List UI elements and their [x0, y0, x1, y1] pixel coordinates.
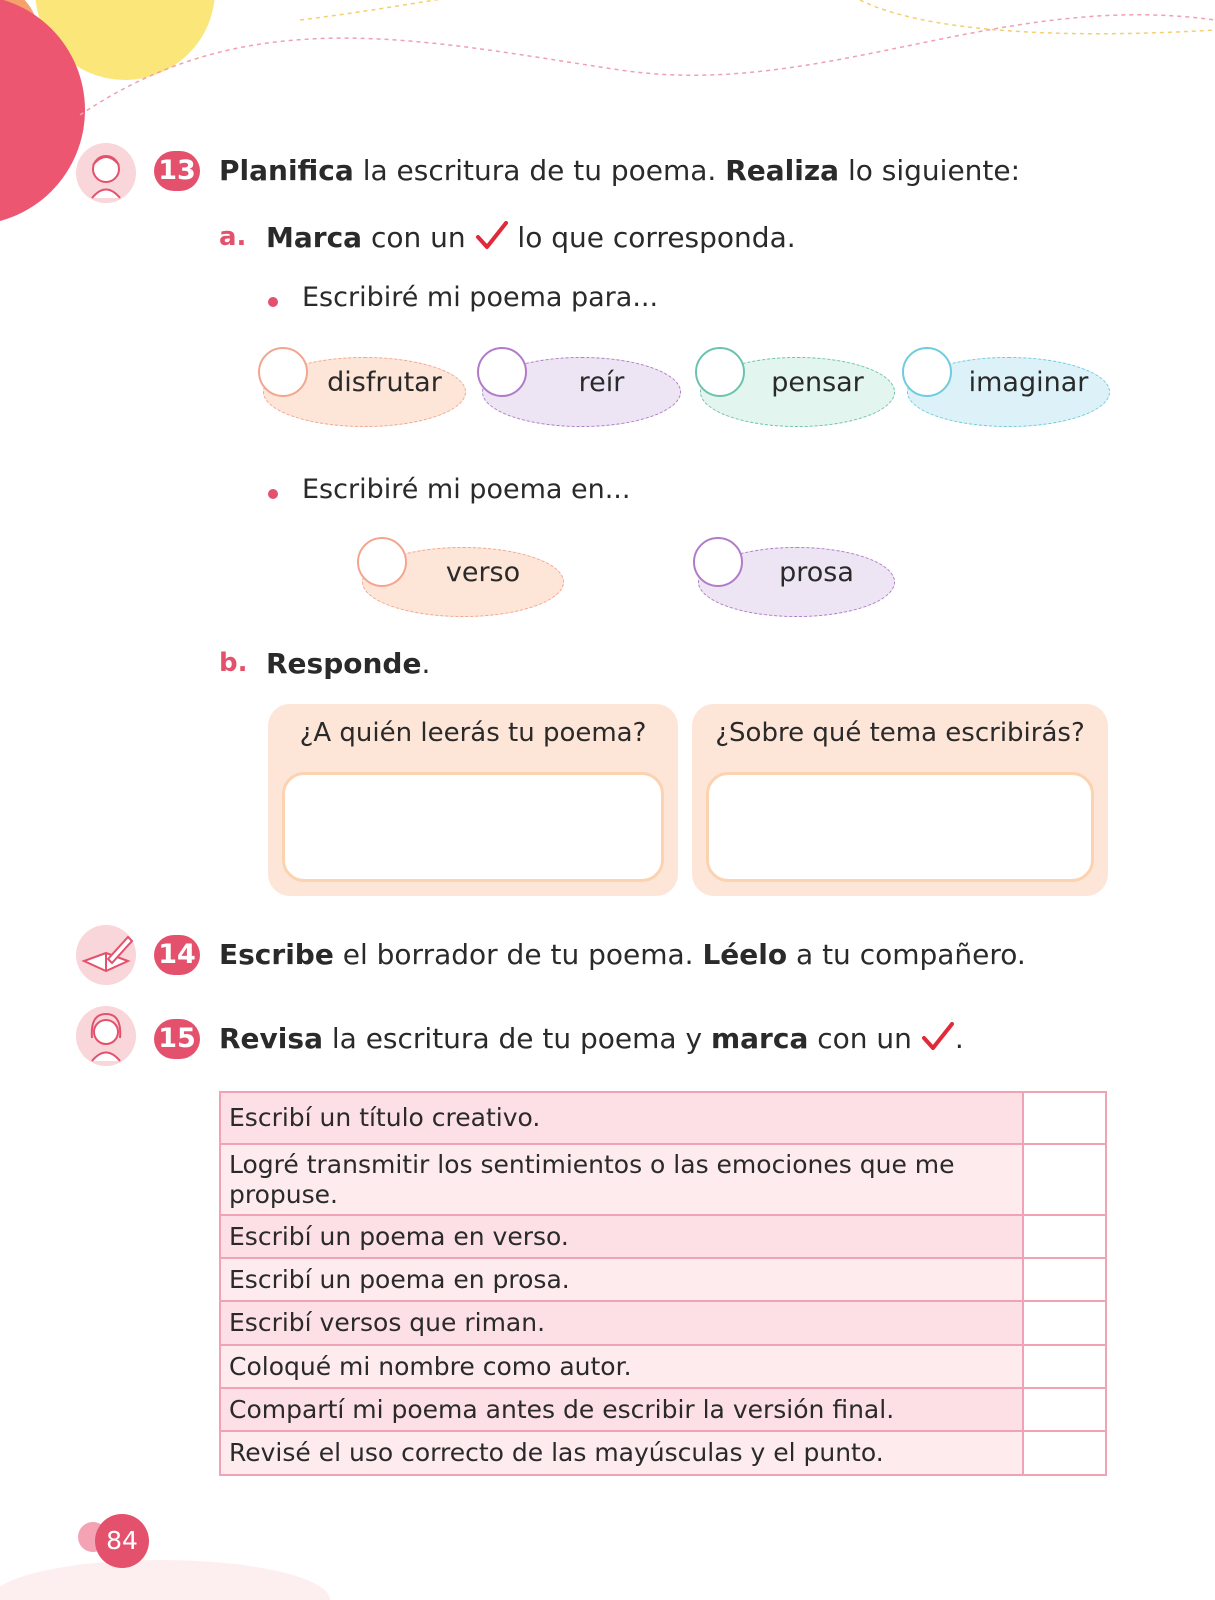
- checklist-check-cell[interactable]: [1023, 1144, 1106, 1215]
- part-b-instruction: Responde.: [266, 647, 431, 680]
- part-a-letter: a.: [219, 222, 247, 252]
- checklist-check-cell[interactable]: [1023, 1301, 1106, 1345]
- option-label: verso: [445, 557, 521, 588]
- checklist-item-text: Escribí un poema en prosa.: [220, 1258, 1023, 1301]
- activity-13-number: 13: [154, 151, 200, 191]
- option-checkbox[interactable]: [695, 347, 745, 397]
- bullet: [268, 489, 278, 499]
- part-b-letter: b.: [219, 648, 248, 678]
- activity-13-instruction: Planifica la escritura de tu poema. Realiza lo siguiente:: [219, 154, 1021, 187]
- option-pensar: [695, 347, 895, 419]
- book-pencil-icon: [76, 925, 136, 985]
- table-row: [220, 1301, 1106, 1345]
- checkmark-icon: [475, 221, 509, 251]
- option-verso: [357, 537, 564, 609]
- checklist-item-text: Escribí un poema en verso.: [220, 1215, 1023, 1258]
- bullet: [268, 297, 278, 307]
- option-label: prosa: [779, 557, 854, 588]
- checklist-item-text: Revisé el uso correcto de las mayúsculas y el punto.: [220, 1431, 1023, 1475]
- option-checkbox[interactable]: [357, 537, 407, 587]
- checklist-item-text: Escribí un título creativo.: [220, 1092, 1023, 1144]
- boy-avatar-icon: [76, 143, 136, 203]
- option-label: pensar: [771, 367, 864, 398]
- option-checkbox[interactable]: [693, 537, 743, 587]
- option-label: imaginar: [968, 367, 1089, 398]
- checklist-check-cell[interactable]: [1023, 1092, 1106, 1144]
- checklist-item-text: Escribí versos que riman.: [220, 1301, 1023, 1345]
- group1-prompt: Escribiré mi poema para...: [302, 282, 659, 313]
- option-imaginar: [902, 347, 1110, 419]
- option-checkbox[interactable]: [477, 347, 527, 397]
- option-label: reír: [578, 367, 625, 398]
- answer-box-topic[interactable]: [706, 772, 1094, 882]
- question-text: ¿A quién leerás tu poema?: [299, 718, 647, 748]
- activity-14-instruction: Escribe el borrador de tu poema. Léelo a tu compañero.: [219, 938, 1026, 971]
- activity-15-instruction: Revisa la escritura de tu poema y marca con un .: [219, 1022, 964, 1055]
- group2-prompt: Escribiré mi poema en...: [302, 474, 631, 505]
- table-row: [220, 1215, 1106, 1258]
- question-card-topic: [692, 704, 1108, 896]
- self-review-checklist: [219, 1091, 1107, 1476]
- activity-15-number: 15: [154, 1019, 200, 1059]
- checklist-item-text: Logré transmitir los sentimientos o las emociones que me propuse.: [220, 1144, 1023, 1215]
- option-checkbox[interactable]: [902, 347, 952, 397]
- question-text: ¿Sobre qué tema escribirás?: [715, 718, 1085, 748]
- question-card-reader: [268, 704, 678, 896]
- table-row: [220, 1144, 1106, 1215]
- table-row: [220, 1431, 1106, 1475]
- option-disfrutar: [258, 347, 466, 419]
- girl-avatar-icon: [76, 1006, 136, 1066]
- checklist-check-cell[interactable]: [1023, 1431, 1106, 1475]
- option-checkbox[interactable]: [258, 347, 308, 397]
- option-reír: [477, 347, 681, 419]
- option-label: disfrutar: [327, 367, 442, 398]
- table-row: [220, 1258, 1106, 1301]
- checklist-check-cell[interactable]: [1023, 1345, 1106, 1388]
- answer-box-reader[interactable]: [282, 772, 664, 882]
- activity-14-number: 14: [154, 935, 200, 975]
- checklist-check-cell[interactable]: [1023, 1215, 1106, 1258]
- table-row: [220, 1388, 1106, 1431]
- checklist-item-text: Coloqué mi nombre como autor.: [220, 1345, 1023, 1388]
- checklist-check-cell[interactable]: [1023, 1258, 1106, 1301]
- checklist-check-cell[interactable]: [1023, 1388, 1106, 1431]
- table-row: [220, 1345, 1106, 1388]
- checklist-item-text: Compartí mi poema antes de escribir la versión final.: [220, 1388, 1023, 1431]
- checkmark-icon: [921, 1022, 955, 1052]
- table-row: [220, 1092, 1106, 1144]
- part-a-instruction: Marca con un lo que corresponda.: [266, 221, 796, 254]
- option-prosa: [693, 537, 895, 609]
- page-number: 84: [95, 1514, 149, 1568]
